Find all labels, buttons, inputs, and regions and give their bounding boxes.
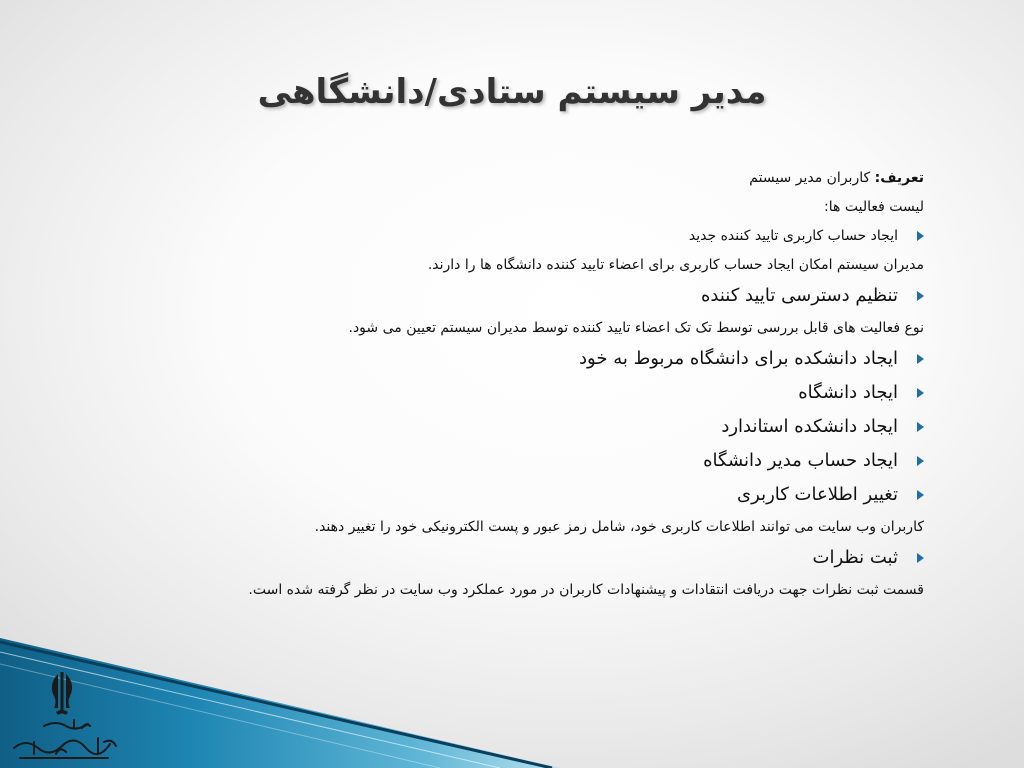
list-item-note: قسمت ثبت نظرات جهت دریافت انتقادات و پیشنهادات کاربران در مورد عملکرد وب سایت در نظر گرفته شده است. xyxy=(248,582,924,598)
bullet-arrow-icon xyxy=(917,490,924,500)
activities-heading: لیست فعالیت ها: xyxy=(824,199,924,215)
list-item-label: ایجاد دانشگاه xyxy=(798,382,898,403)
definition-text: کاربران مدیر سیستم xyxy=(749,170,875,186)
list-item-label: تنظیم دسترسی تایید کننده xyxy=(700,285,898,306)
ministry-logo xyxy=(4,668,124,764)
definition-line xyxy=(224,168,924,188)
list-item xyxy=(224,347,924,371)
definition-label: تعریف: xyxy=(874,170,924,186)
slide-content xyxy=(224,168,924,609)
bullet-arrow-icon xyxy=(917,388,924,398)
list-item-label: ایجاد حساب کاربری تایید کننده جدید xyxy=(688,228,898,244)
bullet-arrow-icon xyxy=(917,456,924,466)
list-item xyxy=(224,483,924,507)
list-item-note: نوع فعالیت های قابل بررسی توسط تک تک اعضاء تایید کننده توسط مدیران سیستم تعیین می شود. xyxy=(348,320,924,336)
list-item-note: کاربران وب سایت می توانند اطلاعات کاربری خود، شامل رمز عبور و پست الکترونیکی خود را تغییر دهند. xyxy=(314,519,924,535)
list-item xyxy=(224,546,924,570)
list-item-note: مدیران سیستم امکان ایجاد حساب کاربری برای اعضاء تایید کننده دانشگاه ها را دارند. xyxy=(427,257,924,273)
list-item-label: ایجاد دانشکده استاندارد xyxy=(721,416,898,437)
list-item xyxy=(224,415,924,439)
list-item xyxy=(224,284,924,308)
list-item xyxy=(224,226,924,246)
list-item xyxy=(224,449,924,473)
bullet-arrow-icon xyxy=(917,291,924,301)
list-item xyxy=(224,381,924,405)
list-item-label: تغییر اطلاعات کاربری xyxy=(737,484,898,505)
list-item-label: ایجاد دانشکده برای دانشگاه مربوط به خود xyxy=(579,348,898,369)
bullet-arrow-icon xyxy=(917,231,924,241)
list-item-label: ثبت نظرات xyxy=(812,547,898,568)
bullet-arrow-icon xyxy=(917,422,924,432)
slide-title: مدیر سیستم ستادی/دانشگاهی xyxy=(257,72,767,112)
bullet-arrow-icon xyxy=(917,354,924,364)
list-item-label: ایجاد حساب مدیر دانشگاه xyxy=(703,450,898,471)
emblem-icon xyxy=(52,672,72,715)
bullet-arrow-icon xyxy=(917,553,924,563)
calligraphy-logo-text xyxy=(14,720,116,758)
